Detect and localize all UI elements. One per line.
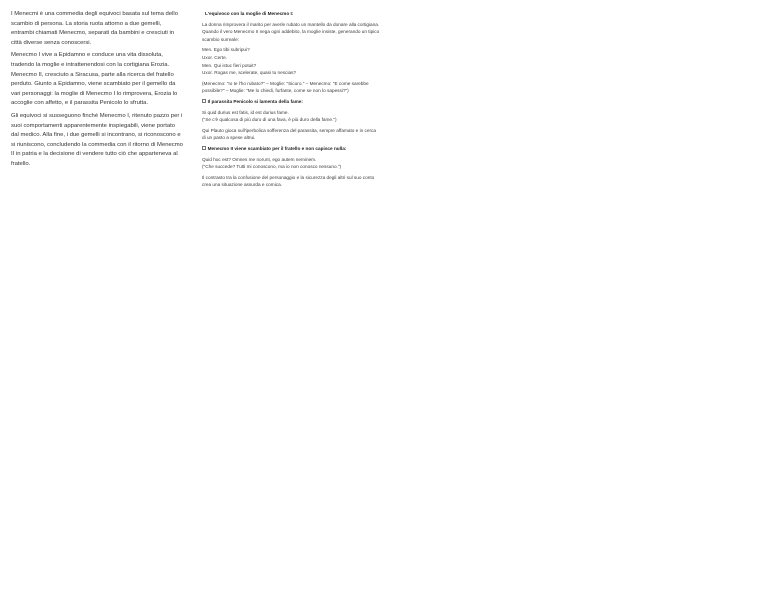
translation-text: (Menecmo: "Io te l'ho rubato?" – Moglie: "Sicuro." – Menecmo: "E come sarebbe possibile?" – Moglie: "Me lo chiedi, furfante, come se non lo sapessi?") xyxy=(202,80,369,94)
summary-paragraph: Gli equivoci si susseguono finché Menecmo I, ritenuto pazzo per i suoi comportamenti apparentemente inspiegabili, viene portato dal medico. Alla fine, i due gemelli si incontrano, si riconoscono e si riuniscono, concludendo la commedia con il ritorno di Menecmo II in patria e la decisione di vendere tutto ciò che apparteneva al fratello. xyxy=(11,112,183,167)
latin-line: Uxor. Certe. xyxy=(202,54,228,60)
section-intro: La donna rimprovera il marito per averle rubato un mantello da donare alla cortigiana. Quando il vero Menecmo II nega ogni addebito, la moglie insiste, generando un tipico scambio surreale: xyxy=(202,21,380,42)
commentary-text: Qui Plauto gioca sull'iperbolica sofferenza del parassita, sempre affamato e in cerca di un pasto a spese altrui. xyxy=(202,127,376,141)
section-heading-text: Il parassita Penicolo si lamenta della fame: xyxy=(207,98,303,104)
quotes-column xyxy=(202,10,380,192)
section-heading xyxy=(202,98,380,106)
summary-paragraph: Menecmo I vive a Epidamno e conduce una vita dissoluta, tradendo la moglie e intrattenendosi con la cortigiana Erozia. Menecmo II, cresciuto a Siracusa, parte alla ricerca del fratello perduto. Giunto a Epidamno, viene scambiato per il gemello da vari personaggi: la moglie di Menecmo I lo rimprovera, Erozia lo accoglie con affetto, e il parassita Penicolo lo sfrutta. xyxy=(11,52,178,107)
checkbox-icon xyxy=(202,99,206,103)
latin-quote xyxy=(202,156,380,171)
latin-dialogue xyxy=(202,46,380,76)
latin-line: Si quid durius est fatis, id est durius fame. xyxy=(202,109,289,115)
section-heading-text: Menecmo II viene scambiato per il fratello e non capisce nulla: xyxy=(207,145,347,151)
translation-line: ("Che succede? Tutti mi conoscono, ma io non conosco nessuno.") xyxy=(202,164,342,170)
commentary-text: Il contrasto tra la confusione del personaggio e la sicurezza degli altri sul suo conto crea una situazione assurda e comica. xyxy=(202,174,375,188)
translation-line: ("Se c'è qualcosa di più duro di una fava, è più duro della fame.") xyxy=(202,117,337,123)
latin-line: Quid hoc est? Omnes me norunt, ego autem neminem. xyxy=(202,156,317,162)
latin-line: Men. Ego tibi subripui? xyxy=(202,47,250,53)
summary-paragraph: I Menecmi è una commedia degli equivoci basata sul tema dello scambio di persona. La storia ruota attorno a due gemelli, entrambi chiamati Menecmo, separati da bambini e cresciuti in città diverse senza conoscersi. xyxy=(11,11,178,46)
section-heading-text: L'equivoco con la moglie di Menecmo I: xyxy=(205,11,294,16)
latin-line: Uxor. Rogas me, scelerate, quasi tu nescias? xyxy=(202,70,297,76)
section-heading xyxy=(202,145,380,153)
latin-line: Men. Qui istuc fieri potuit? xyxy=(202,62,257,68)
summary-column xyxy=(11,10,183,173)
checkbox-icon xyxy=(202,146,206,150)
section-heading xyxy=(202,10,380,18)
latin-quote xyxy=(202,109,380,124)
